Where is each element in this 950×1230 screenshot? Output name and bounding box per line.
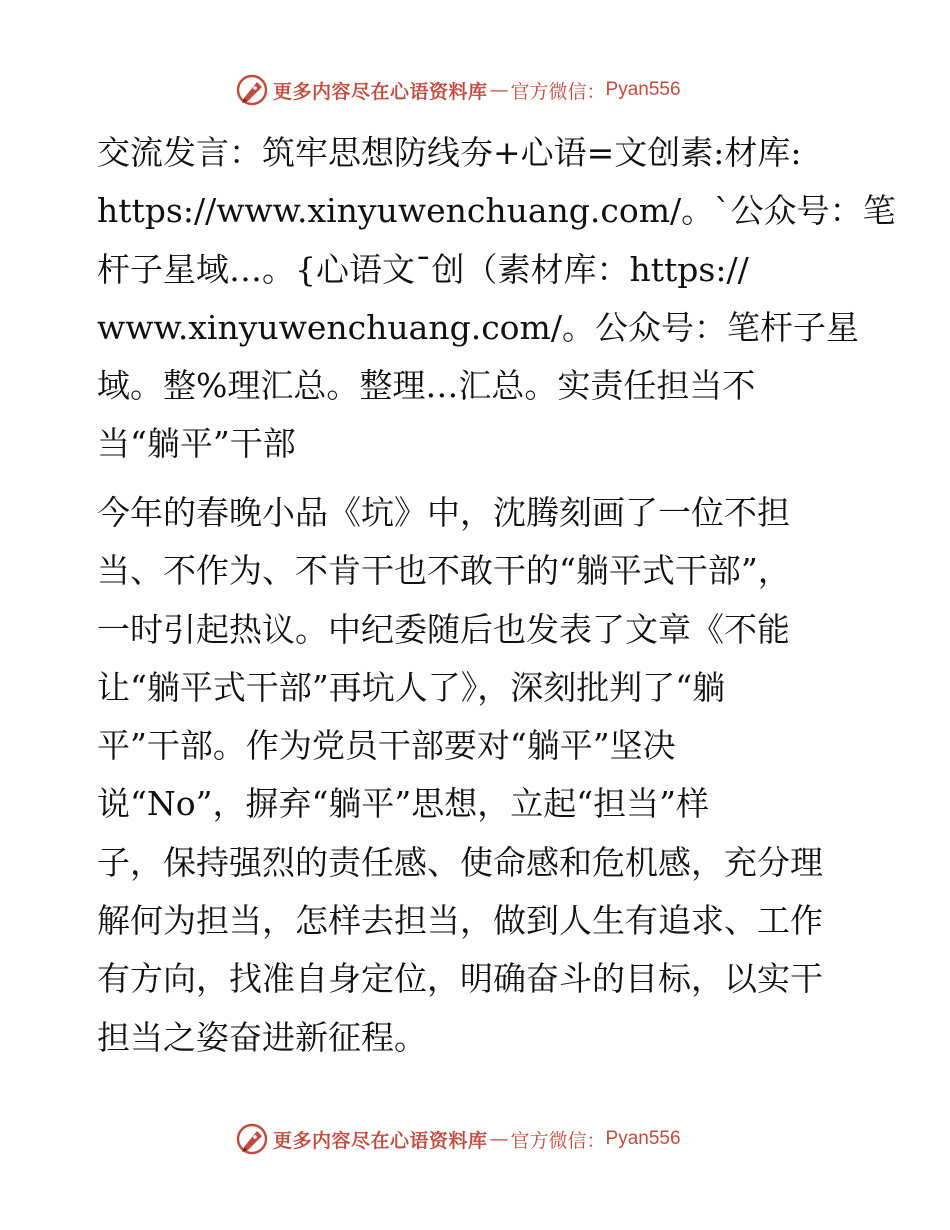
pen-nib-logo-icon xyxy=(235,73,269,107)
text-line: 说“No”，摒弃“躺平”思想，立起“担当”样 xyxy=(97,784,709,824)
pen-nib-logo-icon xyxy=(235,1122,269,1156)
text-line: 当、不作为、不肯干也不敢干的“躺平式干部”， xyxy=(97,551,791,591)
text-line: 让“躺平式干部”再坑人了》，深刻批判了“躺 xyxy=(97,667,726,707)
wechat-account: Pyan556 xyxy=(605,1128,681,1149)
wechat-label: 官方微信： xyxy=(510,1129,606,1152)
footer-banner xyxy=(235,1121,681,1157)
wechat-account: Pyan556 xyxy=(605,79,681,100)
text-line: www.xinyuwenchuang.com/。公众号：笔杆子星 xyxy=(97,307,859,347)
title-paragraph xyxy=(97,124,896,474)
separator: — xyxy=(489,1128,509,1150)
text-line: 有方向，找准自身定位，明确奋斗的目标，以实干 xyxy=(97,959,823,999)
text-line: 今年的春晚小品《坑》中，沈腾刻画了一位不担 xyxy=(97,493,790,532)
text-line: 域。整%理汇总。整理…汇总。实责任担当不 xyxy=(97,366,756,406)
brand-text: 更多内容尽在心语资料库 xyxy=(273,1129,488,1152)
wechat-label: 官方微信： xyxy=(510,80,606,103)
text-line: 当“躺平”干部 xyxy=(97,424,296,464)
separator: — xyxy=(489,79,509,101)
text-line: 杆子星域…。{心语文¯创（素材库：https:// xyxy=(97,249,749,289)
text-line: https://www.xinyuwenchuang.com/。`公众号：笔 xyxy=(97,191,896,231)
header-banner xyxy=(235,72,681,108)
text-line: 担当之姿奋进新征程。 xyxy=(97,1017,427,1057)
text-line: 解何为担当，怎样去担当，做到人生有追求、工作 xyxy=(97,901,823,941)
text-line: 交流发言：筑牢思想防线夯+心语=文创素:材库: xyxy=(97,133,802,172)
text-line: 子，保持强烈的责任感、使命感和危机感，充分理 xyxy=(97,842,823,882)
text-line: 平”干部。作为党员干部要对“躺平”坚决 xyxy=(97,726,676,766)
text-line: 一时引起热议。中纪委随后也发表了文章《不能 xyxy=(97,609,790,649)
body-paragraph xyxy=(97,484,867,1067)
brand-text: 更多内容尽在心语资料库 xyxy=(273,80,488,103)
